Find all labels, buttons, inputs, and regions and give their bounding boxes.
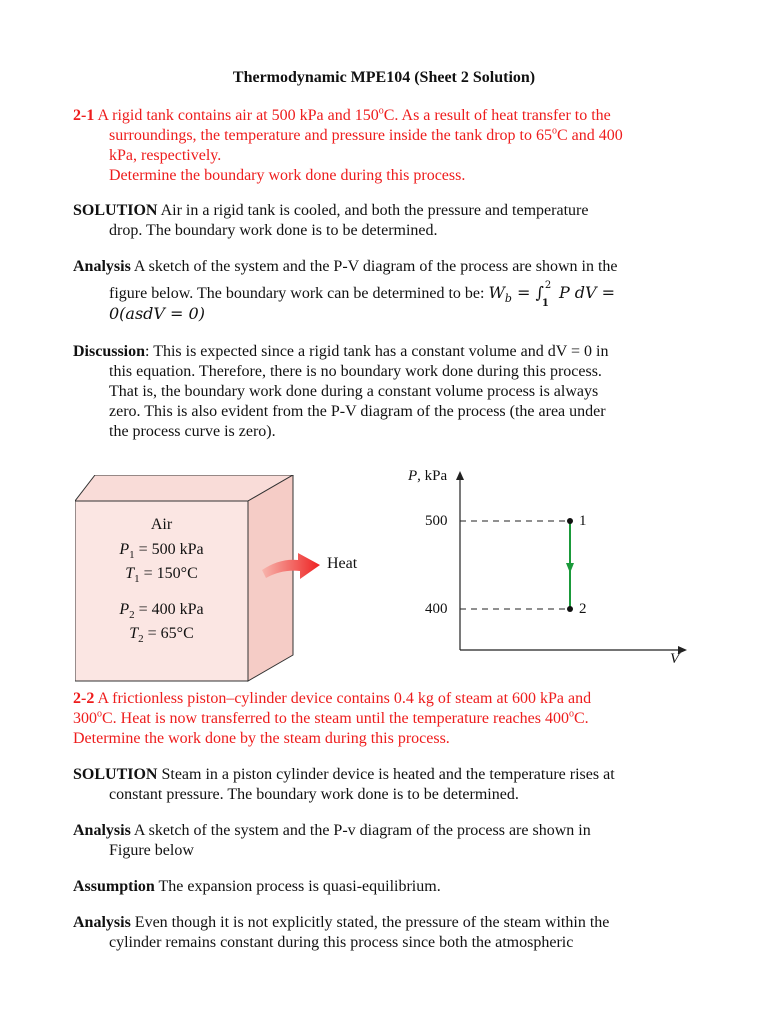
pv-diagram — [380, 465, 720, 685]
boundary-work-formula: $W_b$ = ∫ 2 1 P dV = — [488, 280, 616, 309]
pv-x-axis-label: V — [670, 651, 680, 667]
analysis-2-2-continued: Analysis Even though it is not explicitly stated, the pressure of the steam within the cylinder remains constant during this process since both the atmospheric — [73, 914, 610, 951]
assumption-2-2: Assumption The expansion process is quasi-equilibrium. — [73, 878, 441, 895]
analysis-2-1: Analysis A sketch of the system and the P-V diagram of the process are shown in the figure below. The boundary work can be determined to be: $W_b$ = ∫ 2 1 P dV = 0(asdV = 0) — [73, 258, 618, 323]
state-point-1 — [567, 518, 573, 524]
pv-y-axis-label: P, kPa — [408, 468, 448, 484]
tank-gas-label: Air — [150, 516, 173, 533]
page-title: Thermodynamic MPE104 (Sheet 2 Solution) — [232, 69, 536, 86]
tank-t2: $T_2 = 65^\circ C$ — [129, 625, 194, 646]
process-arrow-icon — [566, 563, 574, 573]
tank-p2: $P_2 = 400$ kPa — [119, 601, 204, 622]
heat-label: Heat — [327, 555, 358, 572]
pv-tick-400: 400 — [425, 601, 448, 617]
tank-p1: $P_1 = 500$ kPa — [119, 541, 204, 562]
solution-2-1: SOLUTION Air in a rigid tank is cooled, and both the pressure and temperature drop. The boundary work done is to be determined. — [73, 202, 589, 239]
discussion-2-1: Discussion: This is expected since a rigid tank has a constant volume and dV = 0 in this equation. Therefore, there is no boundary work done during this process. That is, the boundary work done during a constant volume process is always zero. This is also evident from the P-V diagram of the process (the area under the process curve is zero). — [73, 343, 609, 440]
state-point-2 — [567, 606, 573, 612]
problem-2-2: 2-2 A frictionless piston–cylinder device contains 0.4 kg of steam at 600 kPa and 300$^o$C. Heat is now transferred to the steam until the temperature reaches 400$^o$C. Determine the work done by the steam during this process. — [73, 690, 592, 747]
problem-number: 2-1 — [73, 107, 95, 124]
pv-tick-500: 500 — [425, 513, 448, 529]
tank-t1: $T_1 = 150^\circ C$ — [125, 565, 198, 586]
analysis-2-2: Analysis A sketch of the system and the P-v diagram of the process are shown in Figure below — [73, 822, 591, 859]
pv-axes — [380, 465, 720, 685]
pv-point-2-label: 2 — [579, 601, 587, 617]
solution-2-2: SOLUTION Steam in a piston cylinder device is heated and the temperature rises at constant pressure. The boundary work done is to be determined. — [73, 766, 615, 803]
heat-arrow-icon — [260, 550, 322, 582]
problem-2-1: 2-1 A rigid tank contains air at 500 kPa and 150$^o$C. As a result of heat transfer to the surroundings, the temperature and pressure inside the tank drop to 65$^o$C and 400 kPa, respectively. Determine the boundary work done during this process. — [73, 105, 623, 184]
pv-point-1-label: 1 — [579, 513, 587, 529]
